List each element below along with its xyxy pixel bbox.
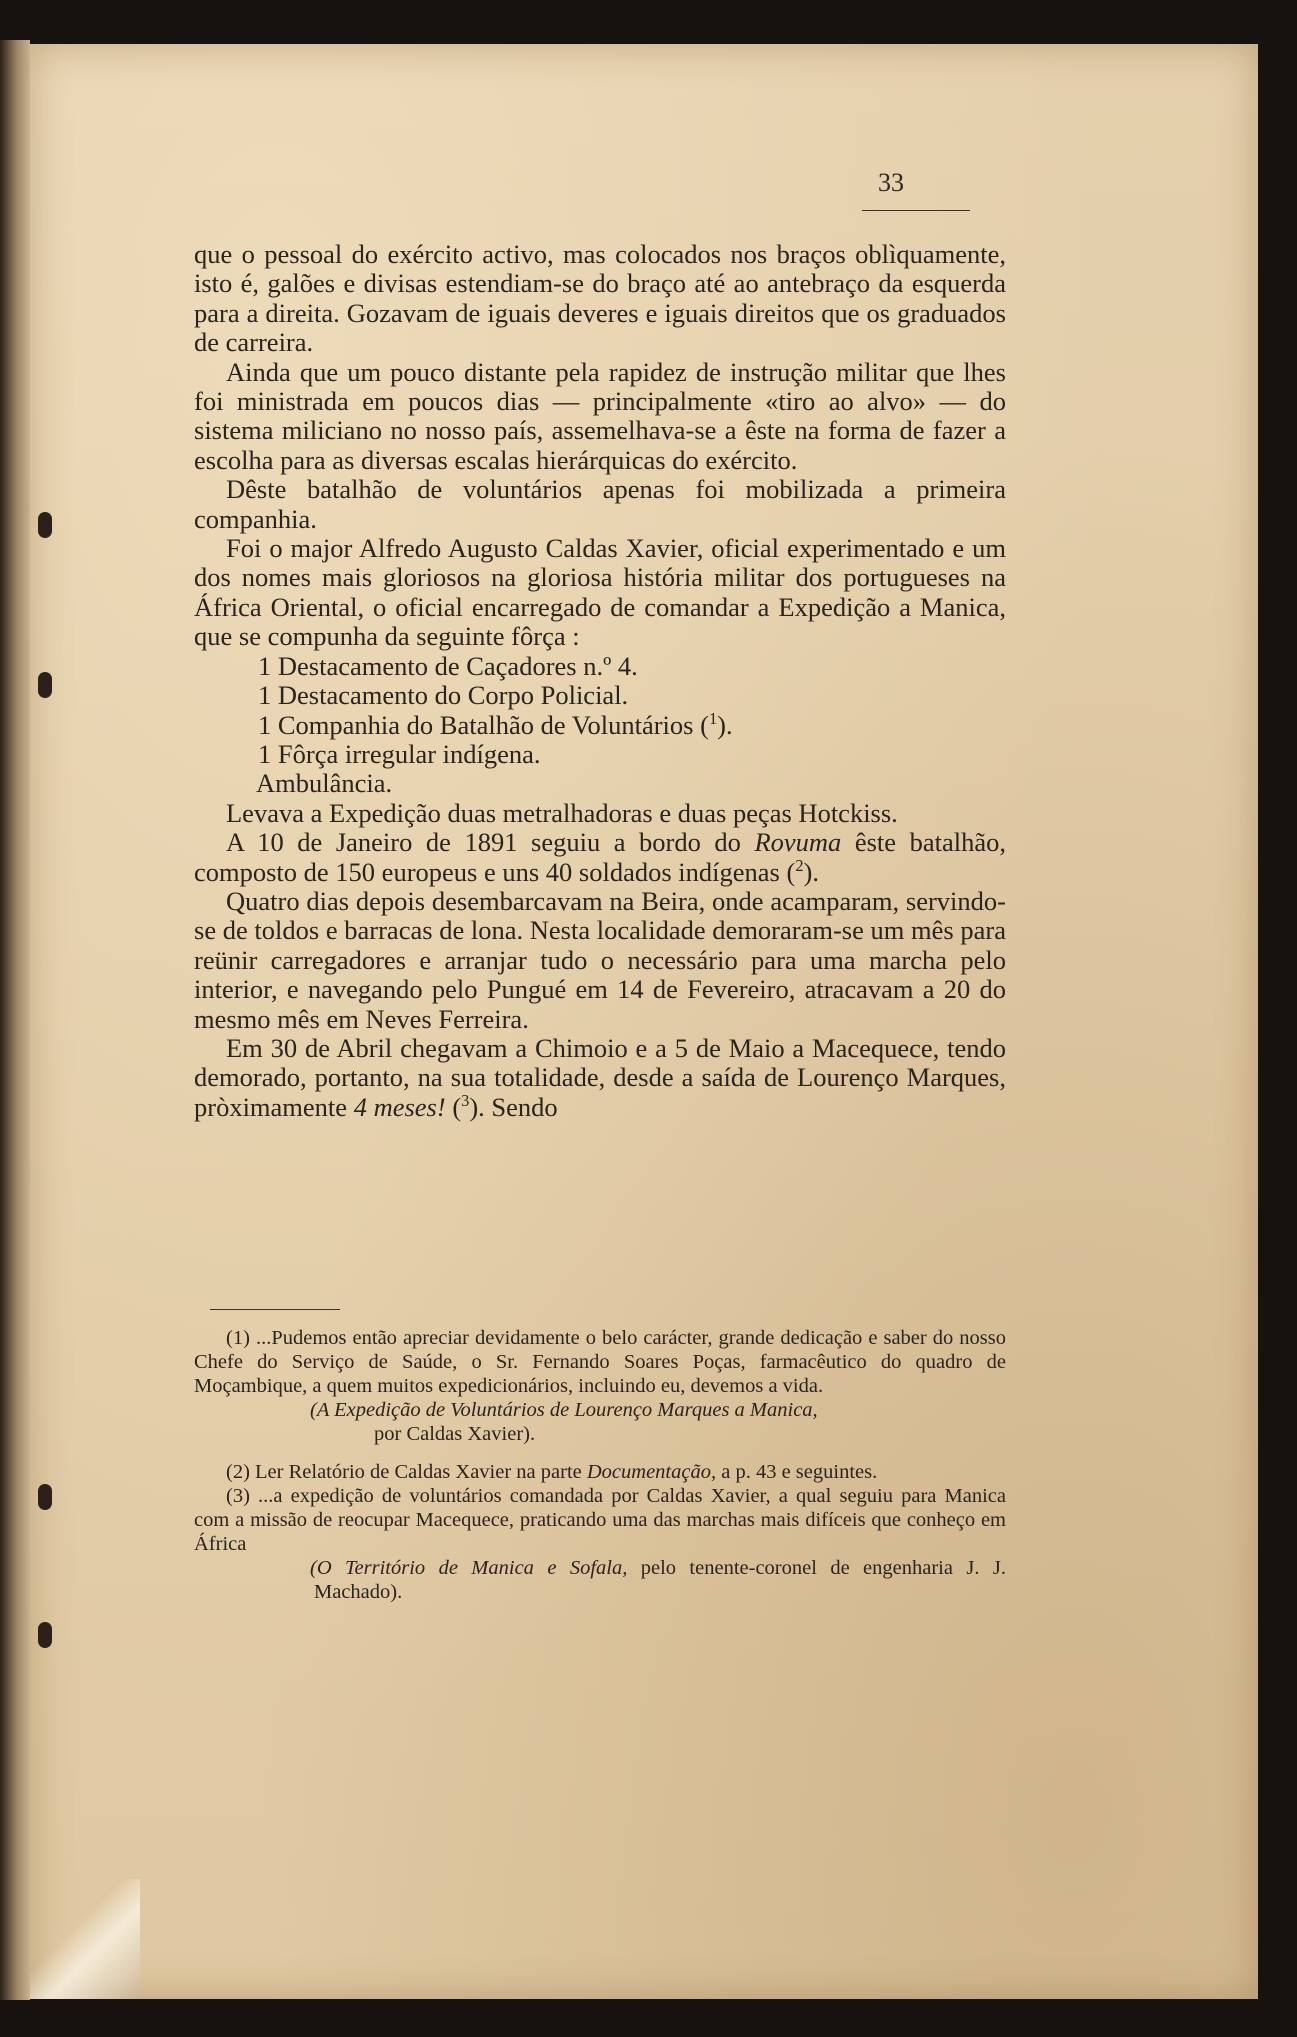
paragraph: Foi o major Alfredo Augusto Caldas Xavier, oficial experimentado e um dos nomes mais gloriosos na gloriosa história militar dos portugueses na África Oriental, o oficial encarregado de comandar a Expedição a Manica, que se compunha da seguinte fôrça : (194, 533, 1006, 652)
footnote-mark: (1) (226, 1327, 250, 1349)
emphasis: 4 meses! (353, 1091, 446, 1122)
page-edge (0, 40, 30, 2000)
footnote-ref: 1 (708, 708, 718, 728)
binding-hole (38, 512, 52, 538)
binding-hole (38, 1622, 52, 1648)
paragraph: A 10 de Janeiro de 1891 seguiu a bordo do Rovuma êste batalhão, composto de 150 europeus e uns 40 soldados indígenas ($^2$). (194, 827, 1006, 887)
binding-hole (38, 1484, 52, 1510)
footnotes (194, 1326, 1006, 1604)
main-text (194, 240, 1006, 1122)
footnote-ref: 2 (795, 855, 804, 875)
binding-hole (38, 672, 52, 698)
footnote-3: (3) ...a expedição de voluntários comandada por Caldas Xavier, a qual seguiu para Manica com a missão de reocupar Macequece, praticando uma das marchas mais difíceis que conheço em África (194, 1485, 1006, 1555)
paragraph: Quatro dias depois desembarcavam na Beira, onde acamparam, servindo-se de toldos e barracas de lona. Nesta localidade demoraram-se um mês para reünir carregadores e arranjar tudo o necessário para uma marcha pelo interior, e navegando pelo Pungué em 14 de Fevereiro, atracavam a 20 do mesmo mês em Neves Ferreira. (194, 885, 1006, 1034)
footnote-mark: (2) (226, 1461, 250, 1483)
footnote-3-source: (O Território de Manica e Sofala, pelo tenente-coronel de engenharia J. J. Machado). (310, 1557, 1006, 1603)
paragraph: Dêste batalhão de voluntários apenas foi mobilizada a primeira companhia. (194, 474, 1006, 534)
force-list-item: 1 Destacamento de Caçadores n.º 4. (258, 650, 638, 681)
paragraph: que o pessoal do exército activo, mas colocados nos braços oblìquamente, isto é, galões e divisas estendiam-se do braço até ao antebraço da esquerda para a direita. Gozavam de iguais deveres e iguais direitos que os graduados de carreira. (194, 239, 1006, 358)
paragraph: Levava a Expedição duas metralhadoras e duas peças Hotckiss. (226, 797, 898, 828)
force-list-item: 1 Destacamento do Corpo Policial. (258, 680, 629, 711)
folded-corner (30, 1879, 140, 1999)
force-list-item: Ambulância. (256, 768, 393, 799)
force-list-item: 1 Companhia do Batalhão de Voluntários ($^1$). (258, 708, 733, 740)
paragraph: Ainda que um pouco distante pela rapidez de instrução militar que lhes foi ministrada em poucos dias — principalmente «tiro ao alvo» — do sistema miliciano no nosso país, assemelhava-se a êste na forma de fazer a escolha para as diversas escalas hierárquicas do exército. (194, 356, 1006, 475)
page-number-rule (862, 210, 970, 211)
footnote-1: (1) ...Pudemos então apreciar devidamente o belo carácter, grande dedicação e saber do nosso Chefe do Serviço de Saúde, o Sr. Fernando Soares Poças, farmacêutico do quadro de Moçambique, a quem muitos expedicionários, incluindo eu, devemos a vida. (194, 1327, 1006, 1397)
paragraph: Em 30 de Abril chegavam a Chimoio e a 5 de Maio a Macequece, tendo demorado, portanto, na sua totalidade, desde a saída de Lourenço Marques, pròximamente 4 meses! ($^3$). Sendo (194, 1032, 1006, 1122)
footnote-rule (210, 1309, 340, 1310)
force-list-item: 1 Fôrça irregular indígena. (258, 738, 541, 769)
footnote-1-source: (A Expedição de Voluntários de Lourenço Marques a Manica, por Caldas Xavier). (310, 1399, 818, 1445)
footnote-mark: (3) (226, 1485, 250, 1507)
footnote-ref: 3 (461, 1090, 470, 1110)
ship-name: Rovuma (754, 827, 842, 858)
footnote-2: (2) Ler Relatório de Caldas Xavier na parte Documentação, a p. 43 e seguintes. (226, 1461, 878, 1483)
page-number: 33 (878, 168, 904, 197)
